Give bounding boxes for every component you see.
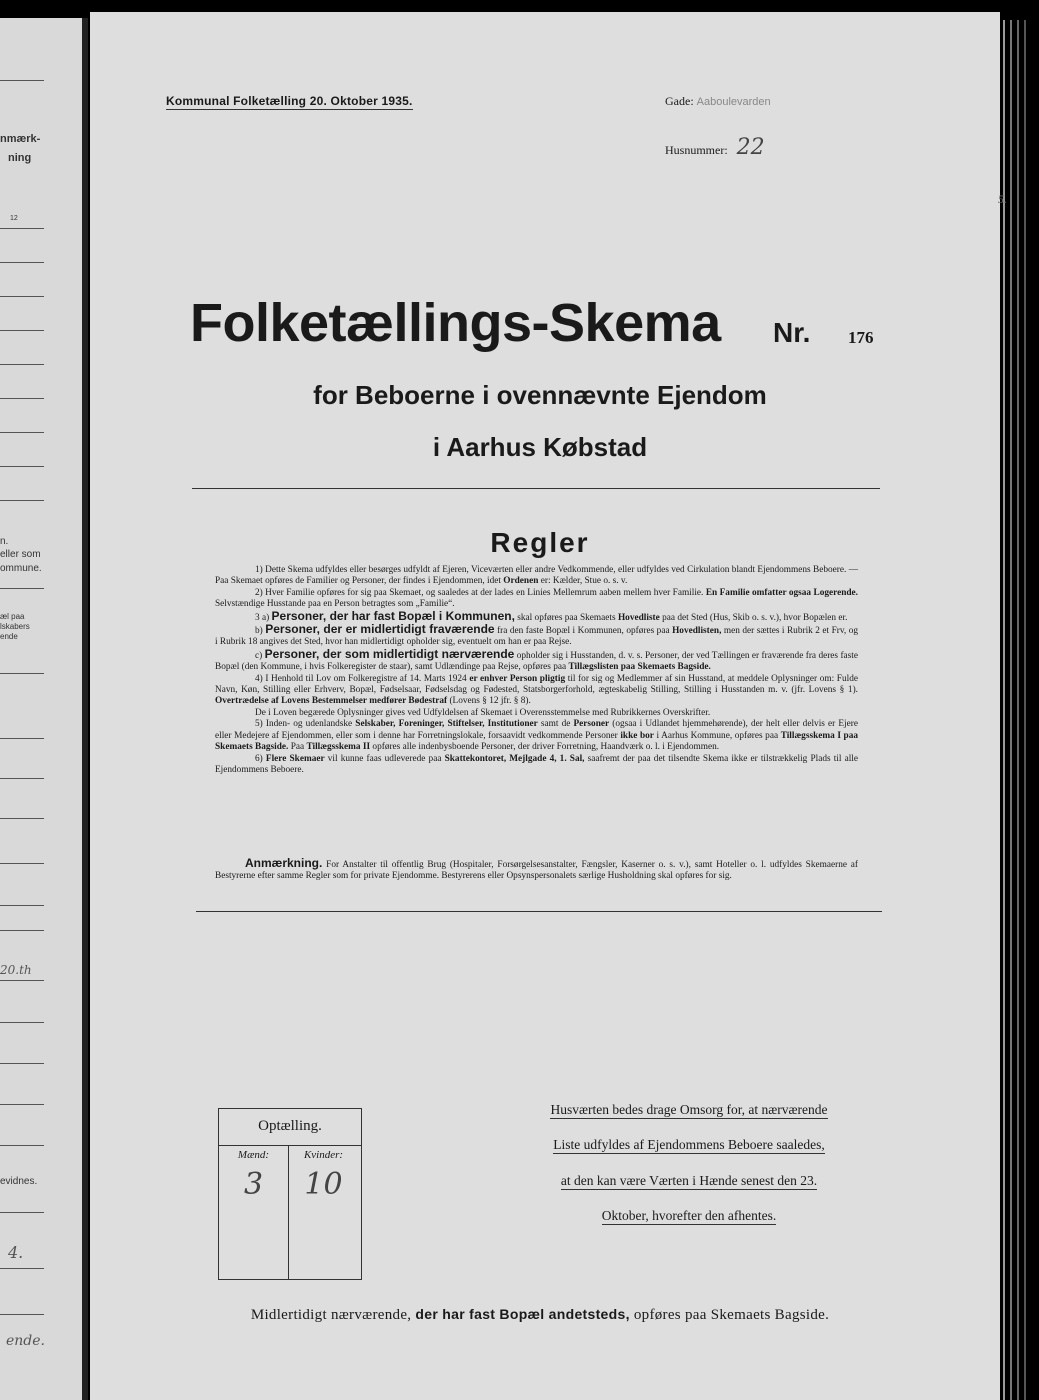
rule-2 xyxy=(215,588,858,611)
left-page-line xyxy=(0,1268,44,1269)
page-edge xyxy=(1024,20,1026,1400)
maend-value: 3 xyxy=(243,1167,264,1202)
footer-text: opføres paa Skemaets Bagside. xyxy=(633,1307,830,1323)
footer-note xyxy=(90,1306,990,1324)
rule-bold: ikke bor xyxy=(620,730,654,741)
form-number-label: Nr. xyxy=(773,317,811,348)
left-page-line xyxy=(0,1145,44,1146)
left-page-line xyxy=(0,228,44,229)
left-page-line xyxy=(0,863,44,864)
left-page-line xyxy=(0,778,44,779)
divider xyxy=(196,911,882,912)
divider xyxy=(192,488,880,489)
anmaerkning-text: For Anstalter til offentlig Brug (Hospitaler, Forsørgelsesanstalter, Fængsler, Kaserner o. s. v.), samt Hoteller o. l. udfyldes Skemaerne af Bestyrerne efter samme Regler som for private Ejendomme. Bestyrerens eller Opsynspersonalets særlige Husholdning skal opføres for sig. xyxy=(215,860,858,882)
instruction-line xyxy=(520,1173,858,1189)
gade-field xyxy=(665,94,771,109)
left-page-line xyxy=(0,500,44,501)
left-page-line xyxy=(0,1063,44,1064)
instruction-text: Husværten bedes drage Omsorg for, at nærværende xyxy=(550,1102,828,1117)
rule-text: Paa xyxy=(290,742,305,753)
form-title: Folketællings-Skema xyxy=(190,293,721,353)
rule-text: c) xyxy=(255,650,263,661)
left-page-line xyxy=(0,1104,44,1105)
rule-text: saafremt der paa det tilsendte Skema ikke er tilstrækkelig Plads til alle Ejendommens Beboere. xyxy=(215,753,859,775)
left-page-handwriting: 20.th xyxy=(0,963,32,977)
husnummer-field xyxy=(665,135,765,160)
rule-text: til for sig og Medlemmer af sin Husstand, at meddele Oplysninger om: Fulde Navn, Køn, Stilling eller Erhverv, Bopæl, Fødselsaar, Fødselsdag og Fødested, Statsborgerforhold, ægteskabelig Stilling, Stilling i Husstanden m. v. (jfr. Lovens § 1). xyxy=(215,673,858,696)
rule-bold: Skattekontoret, Mejlgade 4, 1. Sal, xyxy=(444,753,585,764)
rules-body xyxy=(215,565,858,776)
rule-text: 6) xyxy=(255,753,263,764)
rule-text: i Aarhus Kommune, opføres paa xyxy=(656,730,779,741)
rule-bold: Tillægsskema I paa Skemaets Bagside. xyxy=(215,730,859,753)
left-page-text: n. xyxy=(0,536,9,547)
form-number-value: 176 xyxy=(848,328,874,347)
left-page-line xyxy=(0,330,44,331)
left-page-line xyxy=(0,80,44,81)
anmaerkning-paragraph xyxy=(215,858,858,883)
rule-text: b) xyxy=(255,626,263,637)
left-page-handwriting: ende. xyxy=(6,1333,45,1349)
left-page-text: nmærk- xyxy=(0,133,41,145)
left-page-text: lskabers xyxy=(0,622,30,631)
rule-bold: Ordenen xyxy=(503,576,539,587)
rule-bold: Tillægslisten paa Skemaets Bagside. xyxy=(568,662,711,673)
left-page-text: ende xyxy=(0,632,18,641)
left-page-line xyxy=(0,930,44,931)
rule-text: opholder sig i Husstanden, d. v. s. Personer, der ved Tællingen er fraværende fra deres faste Bopæl (den Kommune, i hvis Folkeregister de staar), samt Udlændinge paa Rejse, opføres paa xyxy=(215,650,859,673)
rule-text: vil kunne faas udleverede paa xyxy=(327,753,442,764)
rule-text: 2) Hver Familie opføres for sig paa Skemaet, og saaledes at der lades en Linies Mellemrum aaben mellem hver Familie. xyxy=(255,587,704,598)
left-page-line xyxy=(0,1022,44,1023)
margin-mark: 5. xyxy=(998,192,1007,206)
left-page-line xyxy=(0,905,44,906)
rule-bold: Personer xyxy=(573,719,610,730)
rule-text: De i Loven begærede Oplysninger gives ved Udfyldelsen af Skemaet i Overensstemmelse med Rubrikkernes Overskrifter. xyxy=(255,707,711,718)
rule-text: 1) Dette Skema udfyldes eller besørges udfyldt af Ejeren, Viceværten eller andre Vedkommende, eller udfyldes ved Cirkulation blandt Ejendommens Beboere. — Paa Skemaet opføres de Familier og Personer, der findes i Ejendommen, idet xyxy=(215,565,858,587)
page-edge xyxy=(1003,20,1005,1400)
rule-bold: Tillægsskema II xyxy=(306,742,371,753)
rule-bold: er enhver Person pligtig xyxy=(469,673,566,684)
rule-text: Selvstændige Husstande paa en Person betragtes som „Familie“. xyxy=(215,599,455,610)
left-page-text: ommune. xyxy=(0,563,42,574)
gade-label: Gade: xyxy=(665,94,694,108)
rule-1 xyxy=(215,565,858,588)
maend-label: Mænd: xyxy=(237,1149,270,1161)
rules-heading: Regler xyxy=(490,527,590,558)
rule-text: skal opføres paa Skemaets xyxy=(517,612,616,623)
gade-value: Aaboulevarden xyxy=(696,96,771,108)
left-page-text: evidnes. xyxy=(0,1176,38,1187)
anmaerkning-label: Anmærkning. xyxy=(245,856,323,870)
left-page-line xyxy=(0,364,44,365)
anmaerkning xyxy=(215,858,858,883)
left-page-text: ning xyxy=(8,152,32,164)
rule-text: (Lovens § 12 jfr. § 8). xyxy=(449,696,531,707)
rule-text: fra den faste Bopæl i Kommunen, opføres paa xyxy=(497,626,670,637)
rule-bold: Hovedlisten, xyxy=(672,626,722,637)
husnummer-label: Husnummer: xyxy=(665,143,728,157)
page-edge xyxy=(1010,20,1012,1400)
rule-heading-text: Personer, der som midlertidigt nærværende xyxy=(264,646,515,661)
left-page-text: æl paa xyxy=(0,612,25,621)
form-subtitle-city: i Aarhus Købstad xyxy=(432,432,648,462)
rule-bold: Flere Skemaer xyxy=(265,753,325,764)
rule-text: opføres alle indenbysboende Personer, der driver Forretning, Haandværk o. l. i Ejendommen. xyxy=(372,742,720,753)
rule-text: (ogsaa i Udlandet hjemmehørende), der helt eller delvis er Ejere eller Medejere af Ejendommen, eller som i denne har Forretningslokale, forsaavidt vedkommende Personer xyxy=(215,719,858,741)
instruction-text: at den kan være Værten i Hænde senest den 23. xyxy=(560,1173,818,1188)
left-page-line xyxy=(0,432,44,433)
rule-text: 4) I Henhold til Lov om Folkeregistre af 14. Marts 1924 xyxy=(255,673,467,684)
rule-bold: Hovedliste xyxy=(617,612,660,623)
instruction-text: Liste udfyldes af Ejendommens Beboere saaledes, xyxy=(553,1137,825,1152)
rule-bold: Overtrædelse af Lovens Bestemmelser medfører Bødestraf xyxy=(215,696,448,707)
form-subtitle: for Beboerne i ovennævnte Ejendom xyxy=(313,380,767,410)
left-page-text: 12 xyxy=(10,215,18,222)
census-title: Kommunal Folketælling 20. Oktober 1935. xyxy=(166,94,413,108)
left-page-line xyxy=(0,466,44,467)
instruction-line xyxy=(520,1102,858,1118)
left-page-line xyxy=(0,1314,44,1315)
rule-bold: En Familie omfatter ogsaa Logerende. xyxy=(705,587,858,598)
rule-text: er: Kælder, Stue o. s. v. xyxy=(540,576,628,587)
left-page-handwriting: 4. xyxy=(8,1243,24,1262)
rule-5 xyxy=(215,719,858,753)
rule-4-note xyxy=(215,708,858,719)
rule-text: 5) Inden- og udenlandske xyxy=(255,719,353,730)
husnummer-value: 22 xyxy=(736,135,765,160)
rule-bold: Selskaber, Foreninger, Stiftelser, Institutioner xyxy=(355,719,538,730)
left-page-line xyxy=(0,673,44,674)
optaelling-divider xyxy=(288,1145,289,1279)
left-page-line xyxy=(0,818,44,819)
optaelling-title: Optælling. xyxy=(219,1109,361,1146)
census-form-page xyxy=(90,12,1007,1400)
rule-3b xyxy=(215,624,858,649)
instruction-line xyxy=(520,1137,858,1153)
rule-text: paa det Sted (Hus, Skib o. s. v.), hvor Bopælen er. xyxy=(662,612,848,623)
page-edge xyxy=(1017,20,1019,1400)
rule-6 xyxy=(215,754,858,777)
left-page-line xyxy=(0,296,44,297)
optaelling-box xyxy=(218,1108,362,1280)
rule-text: 3 a) xyxy=(255,612,270,623)
rule-heading-text: Personer, der har fast Bopæl i Kommunen, xyxy=(271,608,515,623)
instruction-line xyxy=(520,1208,858,1224)
left-page-line xyxy=(0,398,44,399)
left-page-line xyxy=(0,588,44,589)
rule-3c xyxy=(215,646,859,674)
kvinder-label: Kvinder: xyxy=(303,1149,344,1161)
rule-text: men der sættes i Rubrik 2 et Frv, og i Rubrik 18 angives det Sted, hvor han midlertidigt opholder sig, eventuelt om han er paa Rejse. xyxy=(215,626,858,648)
left-page-line xyxy=(0,262,44,263)
left-page-line xyxy=(0,738,44,739)
left-page-line xyxy=(0,1212,44,1213)
left-page-fragment xyxy=(0,18,88,1400)
left-page-text: eller som xyxy=(0,549,41,560)
left-page-line xyxy=(0,980,44,981)
rule-4 xyxy=(215,674,858,708)
footer-text: Midlertidigt nærværende, xyxy=(250,1307,412,1323)
rule-text: samt de xyxy=(540,719,571,730)
footer-bold: der har fast Bopæl andetsteds, xyxy=(415,1306,630,1322)
instruction-text: Oktober, hvorefter den afhentes. xyxy=(601,1208,777,1223)
rule-heading-text: Personer, der er midlertidigt fraværende xyxy=(265,622,495,637)
kvinder-value: 10 xyxy=(304,1167,343,1202)
